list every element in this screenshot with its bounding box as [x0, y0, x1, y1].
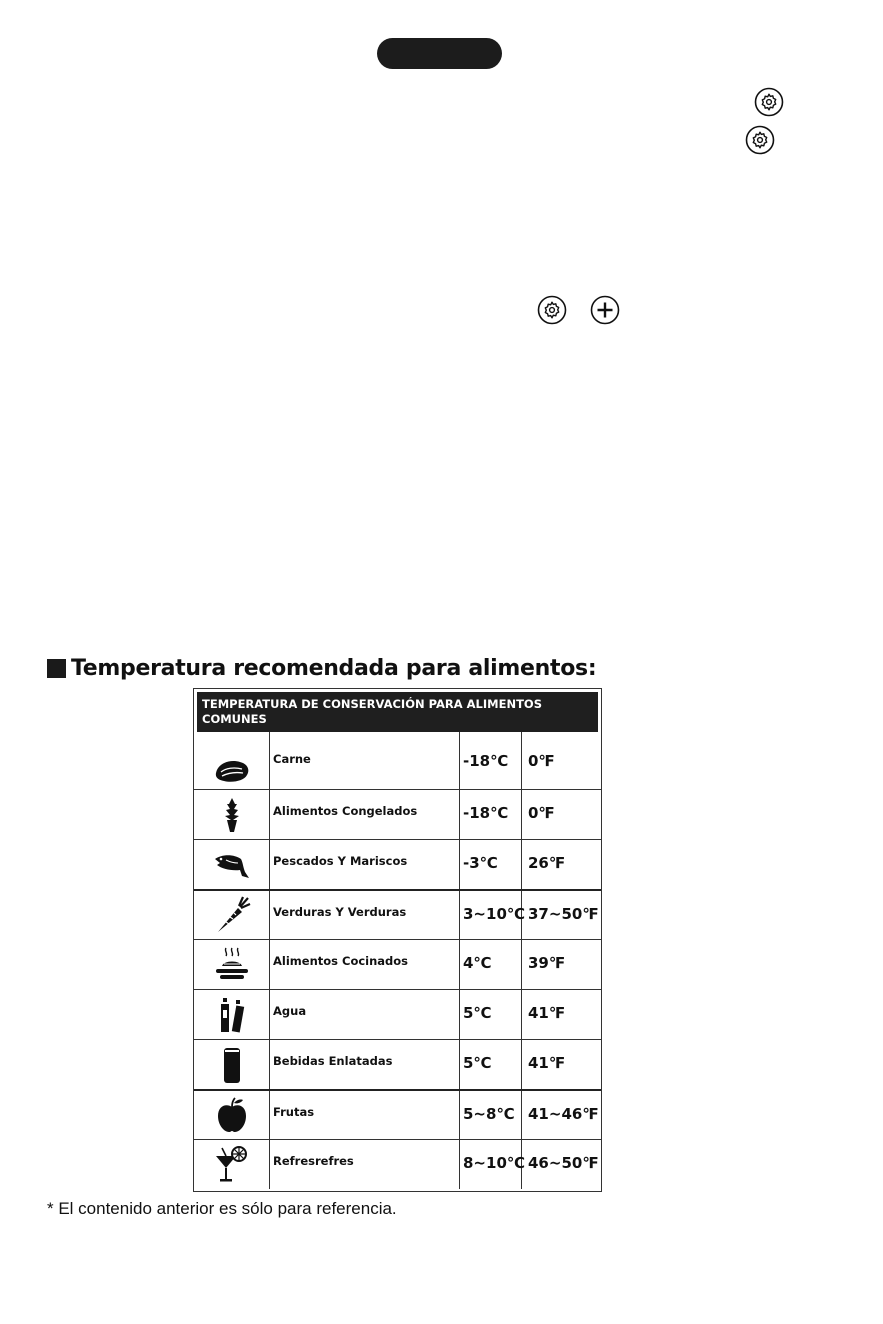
table-row [194, 939, 601, 989]
temp-celsius: 5℃ [460, 1040, 522, 1089]
food-name: Frutas [270, 1091, 460, 1139]
temp-fahrenheit: 0℉ [528, 752, 555, 770]
temp-fahrenheit: 37~50℉ [528, 905, 599, 923]
food-name: Verduras Y Verduras [270, 891, 460, 939]
gear-icon [537, 295, 567, 325]
table-header: TEMPERATURA DE CONSERVACIÓN PARA ALIMENTOS COMUNES [197, 692, 598, 732]
temp-fahrenheit: 0℉ [528, 804, 555, 822]
food-name: Agua [270, 990, 460, 1039]
plus-icon [590, 295, 620, 325]
table-rows [194, 732, 601, 1189]
table-row [194, 732, 601, 789]
table-row [194, 989, 601, 1039]
carrot-icon [212, 895, 252, 935]
section-title [47, 652, 596, 684]
footnote: * El contenido anterior es sólo para referencia. [47, 1199, 397, 1218]
food-name: Refresrefres [270, 1140, 460, 1189]
food-name: Alimentos Congelados [270, 790, 460, 839]
food-temperature-table [193, 688, 602, 1192]
food-name: Alimentos Cocinados [270, 940, 460, 989]
temp-celsius: 8~10℃ [460, 1140, 522, 1189]
temp-celsius: -18℃ [460, 732, 522, 789]
meat-icon [212, 751, 252, 791]
table-row [194, 789, 601, 839]
table-row [194, 1139, 601, 1189]
table-row [194, 1089, 601, 1139]
cooked-food-icon [212, 945, 252, 985]
temp-celsius: 5~8℃ [460, 1091, 522, 1139]
bullet-square-icon [47, 659, 66, 678]
temp-celsius: -18℃ [460, 790, 522, 839]
temp-celsius: 3~10℃ [460, 891, 522, 939]
temp-fahrenheit: 41~46℉ [528, 1105, 599, 1123]
temp-fahrenheit: 41℉ [528, 1004, 566, 1022]
temp-fahrenheit: 41℉ [528, 1054, 566, 1072]
food-name: Bebidas Enlatadas [270, 1040, 460, 1089]
table-row [194, 1039, 601, 1089]
water-bottles-icon [212, 995, 252, 1035]
table-row [194, 889, 601, 939]
temp-fahrenheit: 39℉ [528, 954, 566, 972]
gear-icon [745, 125, 775, 155]
food-name: Pescados Y Mariscos [270, 840, 460, 889]
section-title-text: Temperatura recomendada para alimentos: [71, 655, 597, 681]
temp-celsius: 5℃ [460, 990, 522, 1039]
gear-icon [754, 87, 784, 117]
section-label-pill [377, 38, 502, 69]
temp-fahrenheit: 26℉ [528, 854, 566, 872]
ice-cream-icon [212, 795, 252, 835]
can-icon [212, 1045, 252, 1085]
apple-icon [212, 1095, 252, 1135]
fish-icon [212, 845, 252, 885]
food-name: Carne [270, 732, 460, 789]
temp-fahrenheit: 46~50℉ [528, 1154, 599, 1172]
cocktail-icon [212, 1145, 252, 1185]
table-row [194, 839, 601, 889]
temp-celsius: -3℃ [460, 840, 522, 889]
temp-celsius: 4℃ [460, 940, 522, 989]
